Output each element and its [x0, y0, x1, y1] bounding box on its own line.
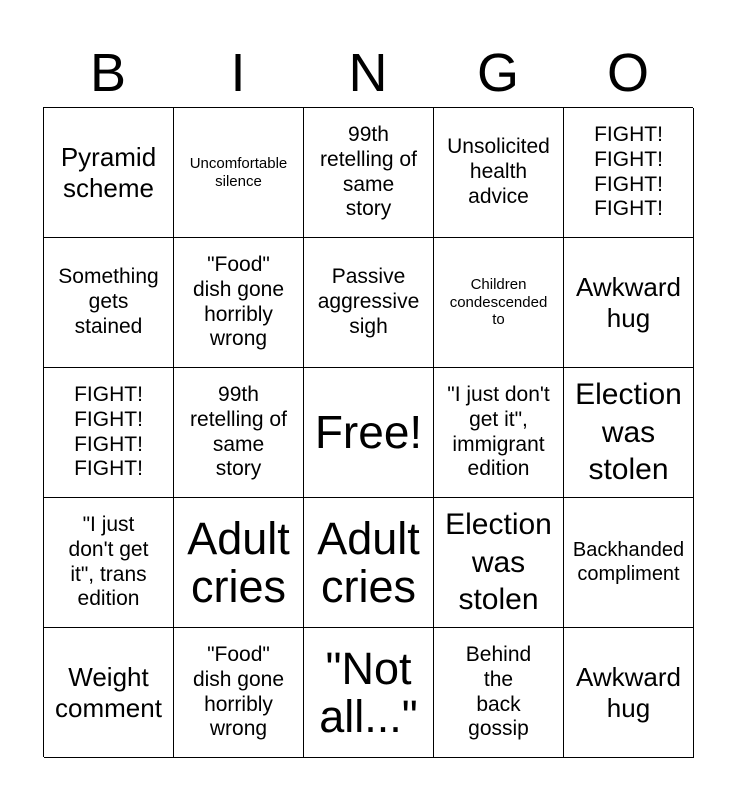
- header-letter-i: I: [230, 43, 246, 103]
- header-letter-n: N: [348, 43, 388, 103]
- bingo-cell-o5[interactable]: Awkward hug: [564, 628, 694, 758]
- bingo-cell-b4[interactable]: "I just don't get it", trans edition: [44, 498, 174, 628]
- header-letter-o: O: [606, 43, 649, 103]
- bingo-board: [43, 107, 693, 757]
- bingo-header: [43, 40, 693, 106]
- bingo-cell-n5[interactable]: "Not all...": [304, 628, 434, 758]
- bingo-cell-n2[interactable]: Passive aggressive sigh: [304, 238, 434, 368]
- bingo-cell-n1[interactable]: 99th retelling of same story: [304, 108, 434, 238]
- bingo-cell-n4[interactable]: Adult cries: [304, 498, 434, 628]
- free-space-cell[interactable]: Free!: [304, 368, 434, 498]
- bingo-cell-i3[interactable]: 99th retelling of same story: [174, 368, 304, 498]
- bingo-cell-g1[interactable]: Unsolicited health advice: [434, 108, 564, 238]
- bingo-cell-i1[interactable]: Uncomfortable silence: [174, 108, 304, 238]
- header-letter-g: G: [476, 43, 519, 103]
- bingo-cell-b5[interactable]: Weight comment: [44, 628, 174, 758]
- bingo-cell-o4[interactable]: Backhanded compliment: [564, 498, 694, 628]
- bingo-cell-i4[interactable]: Adult cries: [174, 498, 304, 628]
- bingo-cell-g4[interactable]: Election was stolen: [434, 498, 564, 628]
- bingo-cell-i2[interactable]: "Food" dish gone horribly wrong: [174, 238, 304, 368]
- bingo-cell-o2[interactable]: Awkward hug: [564, 238, 694, 368]
- bingo-cell-i5[interactable]: "Food" dish gone horribly wrong: [174, 628, 304, 758]
- bingo-cell-o3[interactable]: Election was stolen: [564, 368, 694, 498]
- bingo-cell-g5[interactable]: Behind the back gossip: [434, 628, 564, 758]
- bingo-cell-b1[interactable]: Pyramid scheme: [44, 108, 174, 238]
- bingo-cell-o1[interactable]: FIGHT! FIGHT! FIGHT! FIGHT!: [564, 108, 694, 238]
- bingo-cell-g3[interactable]: "I just don't get it", immigrant edition: [434, 368, 564, 498]
- bingo-cell-b3[interactable]: FIGHT! FIGHT! FIGHT! FIGHT!: [44, 368, 174, 498]
- bingo-cell-b2[interactable]: Something gets stained: [44, 238, 174, 368]
- header-letter-b: B: [89, 43, 127, 103]
- bingo-cell-g2[interactable]: Children condescended to: [434, 238, 564, 368]
